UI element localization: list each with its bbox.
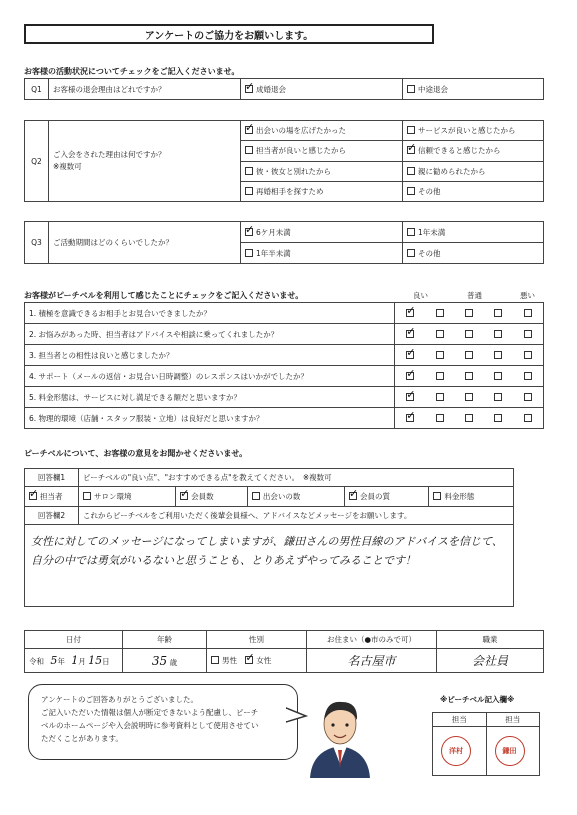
checkbox-icon[interactable] (252, 492, 260, 500)
rating-option-cell[interactable] (395, 303, 426, 324)
answer1-options-row (25, 487, 514, 507)
rating-option-cell[interactable] (454, 345, 483, 366)
q2-option-0-label: 出会いの場を広げたかった (256, 126, 346, 136)
checkbox-icon[interactable] (406, 309, 414, 317)
q2-option-5[interactable] (403, 161, 544, 181)
day-value: 15 (88, 654, 103, 667)
year-unit: 年 (57, 657, 65, 666)
checkbox-icon[interactable] (524, 309, 532, 317)
q2-question: ご入会をされた理由は何ですか？ (53, 150, 166, 159)
q1-table (24, 78, 544, 100)
rating-option-cell[interactable] (513, 408, 544, 429)
checkbox-icon[interactable] (494, 414, 502, 422)
checkbox-icon[interactable] (245, 228, 253, 236)
checkbox-icon[interactable] (465, 372, 473, 380)
rating-option-cell[interactable] (513, 387, 544, 408)
gender-male-label: 男性 (222, 656, 237, 665)
rating-row (25, 408, 544, 429)
checkbox-icon[interactable] (407, 187, 415, 195)
rating-option-cell[interactable] (484, 387, 513, 408)
rating-option-cell[interactable] (454, 324, 483, 345)
answer1-option-0[interactable] (25, 487, 79, 507)
checkbox-icon[interactable] (494, 351, 502, 359)
checkbox-icon[interactable] (465, 309, 473, 317)
q2-table (24, 120, 544, 202)
q1-option-1[interactable] (403, 79, 544, 100)
q2-option-6-label: 再婚相手を探すため (256, 186, 324, 196)
rating-option-cell[interactable] (395, 387, 426, 408)
age-unit: 歳 (169, 657, 178, 667)
thanks-bubble (28, 684, 298, 760)
staff-col2-header: 担当 (486, 713, 540, 727)
age-value: 35 (151, 653, 168, 668)
header-date: 日付 (25, 631, 123, 649)
checkbox-icon[interactable] (436, 372, 444, 380)
rating-option-cell[interactable] (484, 324, 513, 345)
checkbox-icon[interactable] (245, 85, 253, 93)
thanks-line3: ベルのホームページや入会説明時に参考資料として使用させてい (41, 721, 259, 730)
rating-question: 4. サポート（メールの返信・お見合い日時調整）のレスポンスはいかがでしたか？ (25, 366, 395, 387)
q3-table (24, 221, 544, 264)
staff-col1-header: 担当 (433, 713, 487, 727)
checkbox-icon[interactable] (406, 414, 414, 422)
answer1-prompt: ピーチベルの"良い点"、"おすすめできる点"を教えてください。 ※複数可 (79, 469, 514, 487)
q1-number: Q1 (25, 79, 49, 100)
answer1-option-3[interactable] (247, 487, 344, 507)
checkbox-icon[interactable] (407, 126, 415, 134)
rating-table (24, 302, 544, 429)
rating-option-cell[interactable] (425, 303, 454, 324)
header-gender: 性別 (207, 631, 307, 649)
rating-option-cell[interactable] (484, 408, 513, 429)
answer1-option-4[interactable] (344, 487, 428, 507)
rating-row (25, 366, 544, 387)
stamp2-text: 鎌田 (502, 747, 517, 755)
answer1-option-label: 料金形態 (444, 492, 475, 501)
rating-option-cell[interactable] (484, 345, 513, 366)
answer1-label: 回答欄1 (25, 469, 79, 487)
q3-number: Q3 (25, 222, 49, 264)
section1-heading: お客様の活動状況についてチェックをご記入くださいませ。 (24, 67, 240, 76)
q2-option-7[interactable] (403, 181, 544, 201)
thanks-line4: ただくことがあります。 (41, 734, 123, 743)
rating-option-cell[interactable] (513, 366, 544, 387)
checkbox-icon[interactable] (349, 492, 357, 500)
q3-option-2-label: 1年半未満 (256, 248, 291, 258)
checkbox-icon[interactable] (524, 351, 532, 359)
month-value: 1 (71, 654, 79, 667)
checkbox-icon[interactable] (406, 372, 414, 380)
rating-row (25, 345, 544, 366)
q1-option-0-label: 成婚退会 (256, 84, 286, 94)
rating-question: 1. 積極を意識できるお相手とお見合いできましたか？ (25, 303, 395, 324)
q2-option-4-label: 彼・彼女と別れたから (256, 166, 331, 176)
checkbox-icon[interactable] (406, 330, 414, 338)
q3-option-1-label: 1年未満 (418, 227, 446, 237)
rating-option-cell[interactable] (395, 408, 426, 429)
profile-table (24, 630, 544, 673)
page-title (24, 24, 434, 44)
answer1-option-label: 出会いの数 (262, 492, 301, 501)
q3-option-3[interactable] (403, 243, 544, 264)
q2-option-4[interactable] (241, 161, 403, 181)
checkbox-icon[interactable] (407, 228, 415, 236)
header-job: 職業 (437, 631, 544, 649)
checkbox-icon[interactable] (245, 249, 253, 257)
rating-option-cell[interactable] (484, 366, 513, 387)
scale-good: 良い (413, 291, 428, 300)
checkbox-icon[interactable] (494, 372, 502, 380)
checkbox-icon[interactable] (436, 309, 444, 317)
q3-option-2[interactable] (241, 243, 403, 264)
rating-question: 3. 担当者との相性は良いと感じましたか？ (25, 345, 395, 366)
checkbox-icon[interactable] (407, 167, 415, 175)
checkbox-icon[interactable] (245, 167, 253, 175)
checkbox-icon[interactable] (494, 309, 502, 317)
q3-question: ご活動期間はどのくらいでしたか？ (49, 222, 241, 264)
thanks-line2: ご記入いただいた情報は個人が断定できないよう配慮し、ピーチ (41, 708, 259, 717)
checkbox-icon[interactable] (406, 393, 414, 401)
gender-field[interactable] (207, 649, 307, 673)
checkbox-icon[interactable] (465, 330, 473, 338)
checkbox-icon[interactable] (436, 330, 444, 338)
checkbox-icon[interactable] (436, 414, 444, 422)
checkbox-icon[interactable] (245, 126, 253, 134)
q2-option-6[interactable] (241, 181, 403, 201)
checkbox-icon[interactable] (407, 85, 415, 93)
checkbox-icon[interactable] (407, 146, 415, 154)
q3-option-0[interactable] (241, 222, 403, 243)
age-field[interactable] (123, 649, 207, 673)
q1-option-1-label: 中途退会 (418, 84, 448, 94)
checkbox-icon[interactable] (407, 249, 415, 257)
rating-option-cell[interactable] (513, 303, 544, 324)
answer2-line2: 自分の中では勇気がいるないと思うことも、とりあえずやってみることです！ (31, 554, 416, 567)
q2-option-7-label: その他 (418, 186, 441, 196)
rating-option-cell[interactable] (454, 303, 483, 324)
q2-option-1[interactable] (403, 121, 544, 141)
answer2-line1: 女性に対してのメッセージになってしまいますが、鎌田さんの男性目線のアドバイスを信じて、 (31, 535, 503, 548)
residence-value: 名古屋市 (347, 654, 396, 668)
checkbox-icon[interactable] (465, 393, 473, 401)
staff-table (432, 712, 540, 776)
q2-option-0[interactable] (241, 121, 403, 141)
stamp-seal-1 (441, 736, 471, 766)
job-value: 会社員 (471, 654, 508, 668)
q3-option-3-label: その他 (418, 248, 441, 258)
checkbox-icon[interactable] (436, 393, 444, 401)
q1-option-0[interactable] (241, 79, 403, 100)
answer1-option-2[interactable] (176, 487, 248, 507)
staff-illustration-icon (300, 688, 380, 778)
gender-female-label: 女性 (256, 656, 272, 665)
checkbox-icon[interactable] (83, 492, 91, 500)
rating-option-cell[interactable] (454, 366, 483, 387)
rating-option-cell[interactable] (425, 366, 454, 387)
checkbox-icon[interactable] (436, 351, 444, 359)
q2-option-2-label: 担当者が良いと感じたから (256, 146, 346, 156)
year-value: 5 (50, 654, 58, 667)
checkbox-icon[interactable] (433, 492, 441, 500)
section2-heading: お客様がピーチベルを利用して感じたことにチェックをご記入くださいませ。 (24, 291, 304, 300)
stamp-seal-2 (495, 736, 525, 766)
q2-number: Q2 (25, 121, 49, 202)
checkbox-icon[interactable] (524, 372, 532, 380)
stamp1-text: 洋村 (449, 747, 463, 755)
date-field[interactable] (25, 649, 123, 673)
day-unit: 日 (102, 657, 110, 666)
q2-option-3-label: 信頼できると感じたから (418, 146, 501, 156)
month-unit: 月 (78, 657, 86, 666)
answer1-option-label: 会員の質 (359, 492, 390, 501)
q2-question-cell (49, 121, 241, 202)
checkbox-icon[interactable] (245, 187, 253, 195)
q2-note: ※複数可 (53, 162, 82, 171)
checkbox-icon[interactable] (494, 330, 502, 338)
q2-option-3[interactable] (403, 141, 544, 161)
staff-stamp-cell-1 (433, 727, 487, 776)
answer1-option-label: サロン環境 (94, 492, 132, 501)
title-text: アンケートのご協力をお願いします。 (144, 30, 314, 42)
scale-bad: 悪い (520, 291, 535, 300)
checkbox-icon[interactable] (524, 414, 532, 422)
answer2-label: 回答欄2 (25, 507, 79, 525)
rating-option-cell[interactable] (454, 408, 483, 429)
checkbox-icon[interactable] (524, 393, 532, 401)
q3-option-0-label: 6ケ月未満 (256, 227, 291, 237)
checkbox-icon[interactable] (465, 351, 473, 359)
job-field[interactable] (437, 649, 544, 673)
rating-option-cell[interactable] (395, 366, 426, 387)
q2-option-2[interactable] (241, 141, 403, 161)
rating-option-cell[interactable] (395, 345, 426, 366)
rating-option-cell[interactable] (425, 408, 454, 429)
answer1-option-5[interactable] (429, 487, 514, 507)
checkbox-icon[interactable] (211, 656, 219, 664)
rating-option-cell[interactable] (513, 324, 544, 345)
rating-row (25, 303, 544, 324)
answer2-textarea[interactable] (25, 525, 514, 607)
rating-question: 2. お悩みがあった時、担当者はアドバイスや相談に乗ってくれましたか？ (25, 324, 395, 345)
residence-field[interactable] (307, 649, 437, 673)
checkbox-icon[interactable] (180, 492, 188, 500)
answer1-option-label: 担当者 (40, 492, 63, 501)
header-residence: お住まい（●市のみで可） (307, 631, 437, 649)
q1-question: お客様の退会理由はどれですか？ (49, 79, 241, 100)
answer-table (24, 468, 514, 607)
checkbox-icon[interactable] (406, 351, 414, 359)
rating-row (25, 324, 544, 345)
checkbox-icon[interactable] (494, 393, 502, 401)
checkbox-icon[interactable] (465, 414, 473, 422)
answer1-option-1[interactable] (79, 487, 176, 507)
q2-option-1-label: サービスが良いと感じたから (418, 126, 516, 136)
header-age: 年齢 (123, 631, 207, 649)
rating-option-cell[interactable] (425, 345, 454, 366)
rating-option-cell[interactable] (425, 387, 454, 408)
rating-question: 5. 料金形態は、サービスに対し満足できる額だと思いますか？ (25, 387, 395, 408)
rating-option-cell[interactable] (425, 324, 454, 345)
checkbox-icon[interactable] (524, 330, 532, 338)
checkbox-icon[interactable] (245, 656, 253, 664)
rating-option-cell[interactable] (395, 324, 426, 345)
checkbox-icon[interactable] (245, 146, 253, 154)
era-label: 令和 (29, 657, 44, 666)
rating-row (25, 387, 544, 408)
thanks-line1: アンケートのご回答ありがとうございました。 (41, 695, 199, 704)
answer1-option-label: 会員数 (191, 492, 214, 501)
staff-section-title: ※ピーチベル記入欄※ (440, 695, 515, 704)
rating-option-cell[interactable] (484, 303, 513, 324)
rating-question: 6. 物理的環境（店舗・スタッフ服装・立地）は良好だと思いますか？ (25, 408, 395, 429)
staff-stamp-cell-2 (486, 727, 540, 776)
scale-normal: 普通 (467, 291, 482, 300)
checkbox-icon[interactable] (29, 492, 37, 500)
section3-heading: ピーチベルについて、お客様の意見をお聞かせくださいませ。 (24, 449, 248, 458)
q3-option-1[interactable] (403, 222, 544, 243)
q2-option-5-label: 親に勧められたから (418, 166, 486, 176)
rating-option-cell[interactable] (513, 345, 544, 366)
answer2-prompt: これからピーチベルをご利用いただく後輩会員様へ、アドバイスなどメッセージをお願いします。 (79, 507, 514, 525)
rating-option-cell[interactable] (454, 387, 483, 408)
